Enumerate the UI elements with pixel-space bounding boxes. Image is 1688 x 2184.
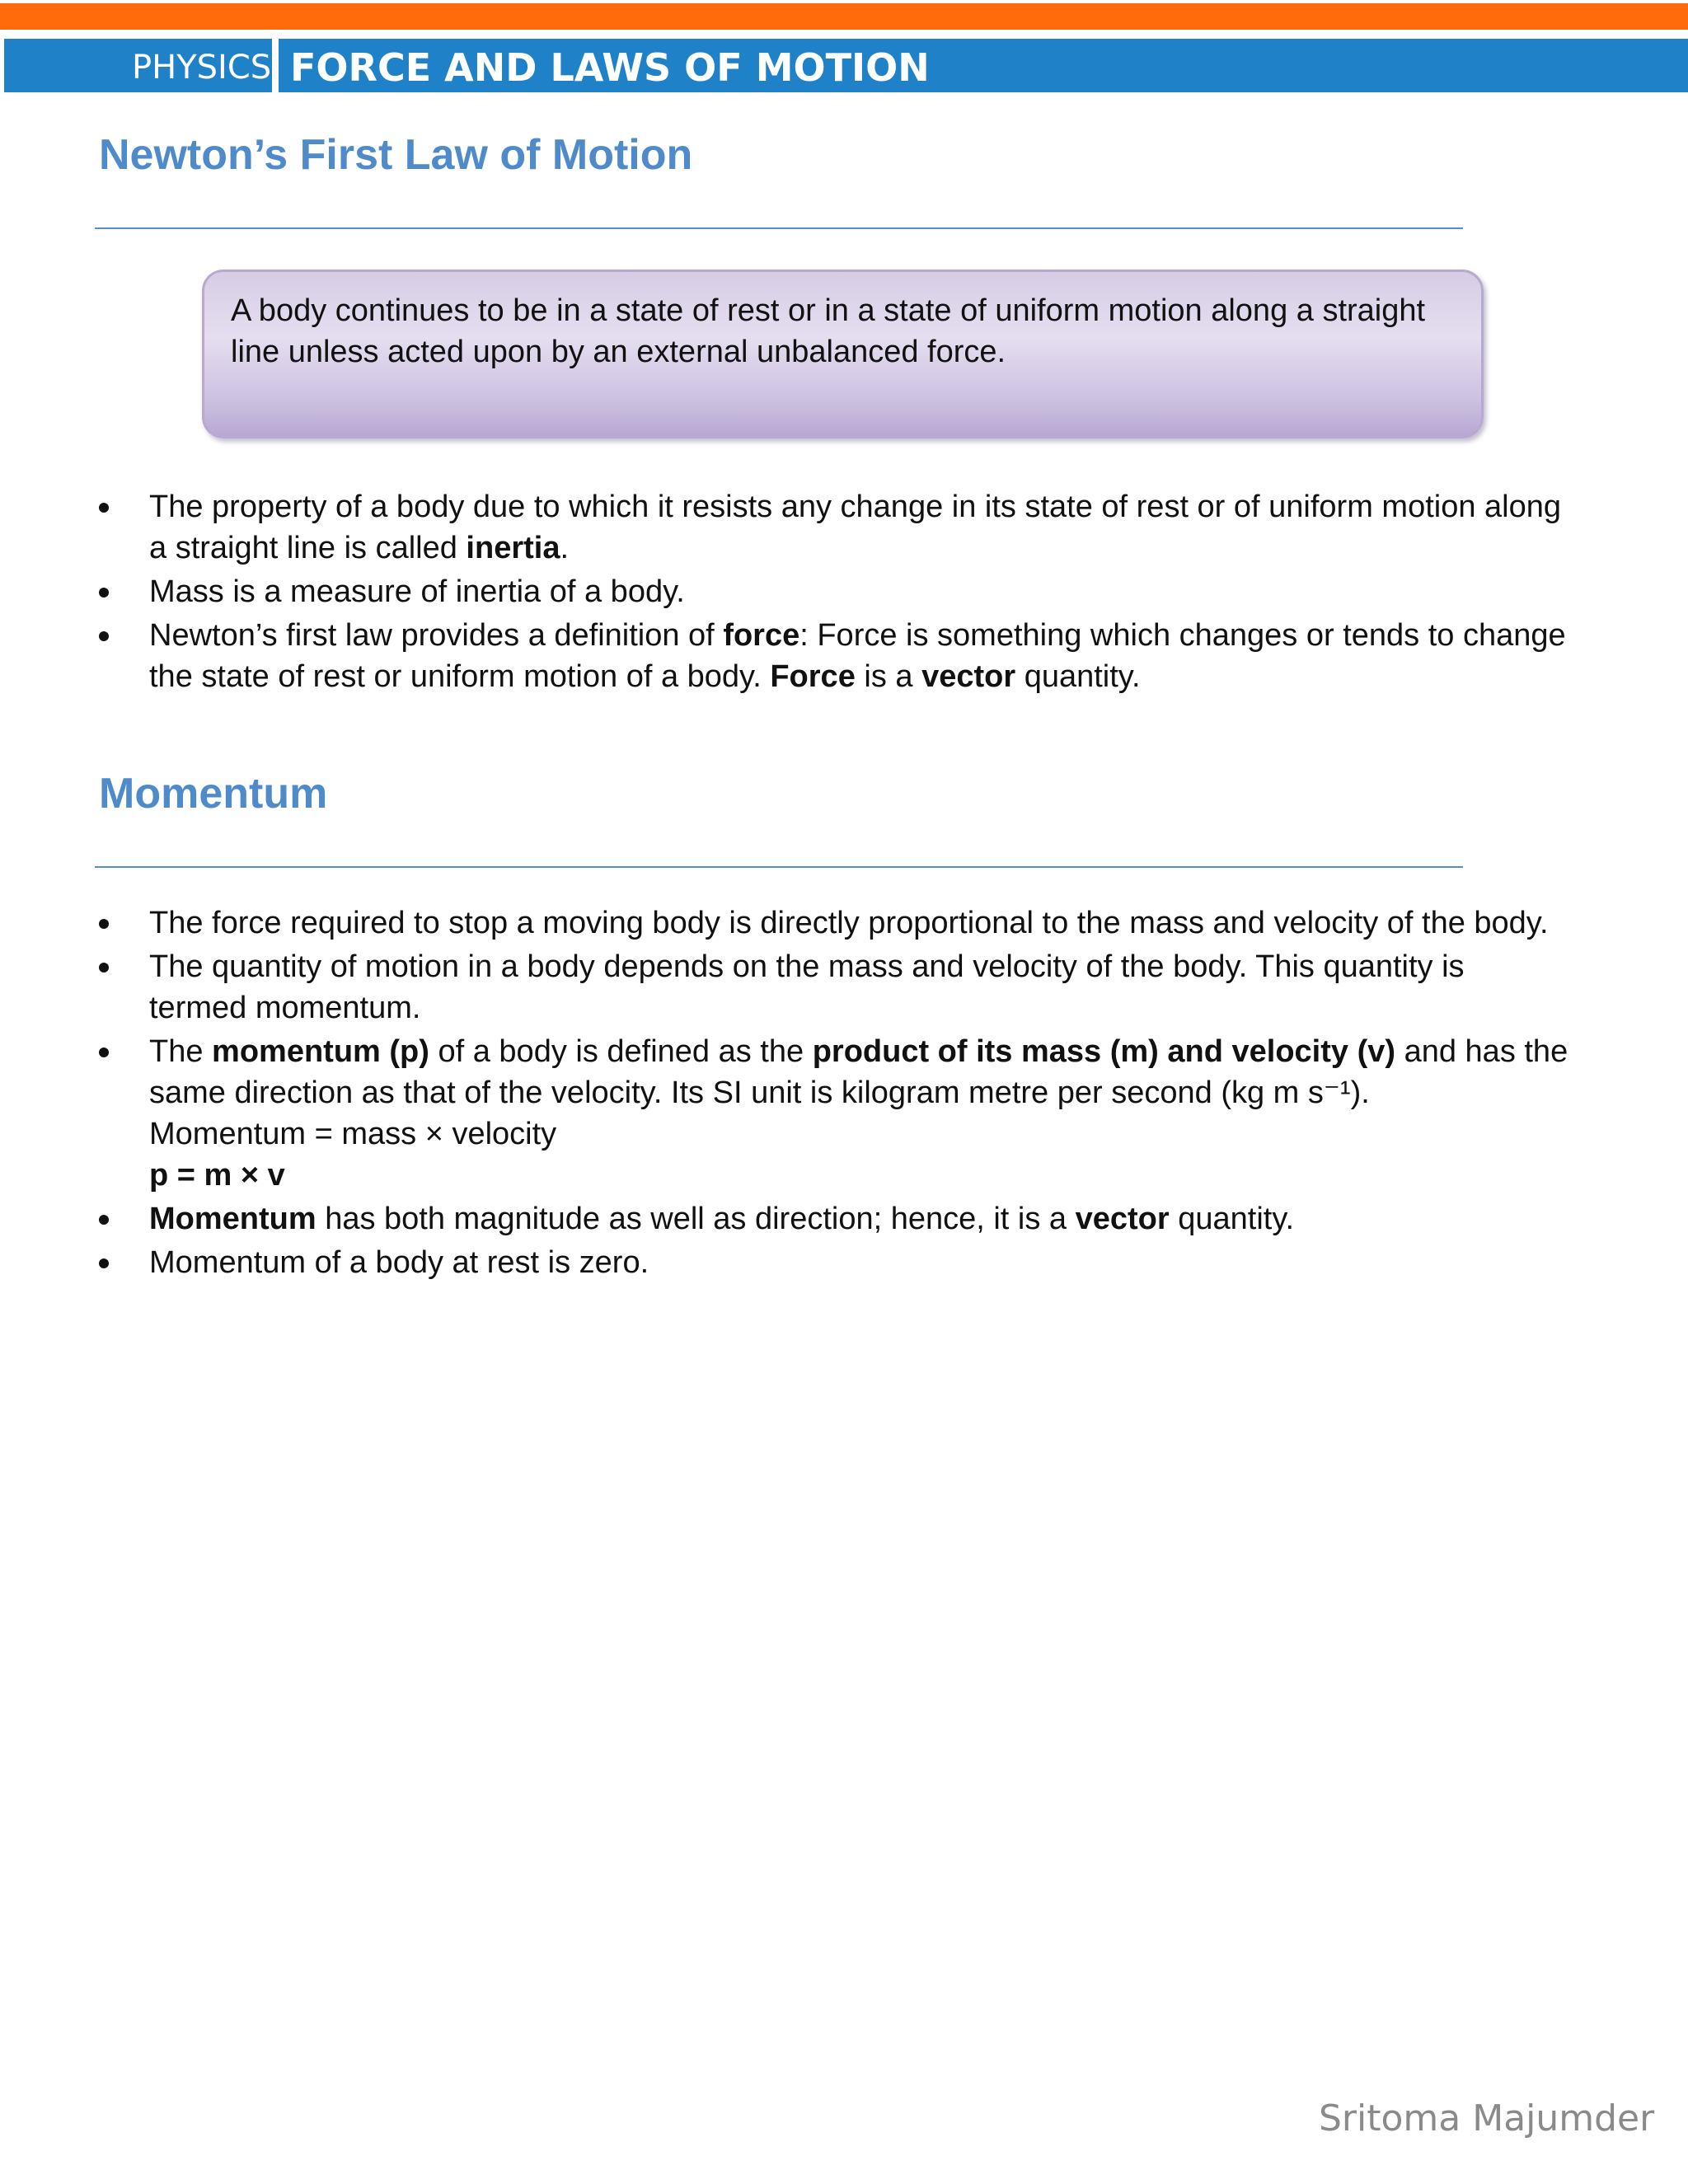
text-run: quantity. — [1015, 659, 1141, 694]
text-run: a straight line is called — [149, 531, 467, 565]
subject-label: PHYSICS — [132, 49, 272, 87]
momentum-bullet-list — [99, 902, 1582, 1286]
section-heading-newtons-first-law: Newton’s First Law of Motion — [99, 131, 693, 179]
bullet-icon — [99, 1258, 109, 1268]
text-run: and has the — [1395, 1034, 1568, 1069]
bullet-text: same direction as that of the velocity. Its SI unit is kilogram metre per second (kg m s⁻¹). — [149, 1076, 1370, 1110]
list-item — [99, 615, 1582, 697]
bold-term: inertia — [466, 531, 560, 565]
formula-bold: p = m × v — [149, 1158, 285, 1193]
section-rule — [95, 866, 1463, 868]
bold-term: momentum (p) — [212, 1034, 429, 1069]
callout-text: A body continues to be in a state of rest or in a state of uniform motion along a straight line unless acted upon by an external unbalanced force. — [231, 293, 1426, 369]
bullet-text — [149, 1198, 1582, 1240]
bullet-text — [149, 656, 1582, 697]
bold-term: Force — [770, 659, 856, 694]
inertia-bullet-list — [99, 486, 1582, 700]
bullet-text: The property of a body due to which it resists any change in its state of rest or of uniform motion along — [149, 490, 1562, 524]
bold-term: force — [723, 618, 800, 653]
list-item — [99, 486, 1582, 569]
text-run: is a — [855, 659, 922, 694]
header-orange-bar — [0, 3, 1688, 30]
bullet-text — [149, 1031, 1582, 1072]
formula-text: Momentum = mass × velocity — [149, 1117, 557, 1151]
bold-term: Momentum — [149, 1202, 316, 1236]
bullet-text: The force required to stop a moving body is directly proportional to the mass and velocity of the body. — [149, 906, 1549, 940]
text-run: of a body is defined as the — [429, 1034, 813, 1069]
bullet-text: Momentum of a body at rest is zero. — [149, 1245, 649, 1280]
bullet-icon — [99, 1047, 109, 1057]
text-run: . — [560, 531, 570, 565]
bullet-icon — [99, 503, 109, 513]
bullet-text — [149, 527, 1582, 569]
bullet-text — [149, 615, 1582, 656]
text-run: Newton’s first law provides a definition of — [149, 618, 724, 653]
list-item — [99, 902, 1582, 944]
section-heading-momentum: Momentum — [99, 770, 328, 818]
bullet-icon — [99, 631, 109, 641]
list-item — [99, 1242, 1582, 1283]
definition-callout — [202, 269, 1484, 438]
bullet-text: The quantity of motion in a body depends on the mass and velocity of the body. This quantity is — [149, 949, 1465, 984]
header-divider — [272, 39, 279, 92]
bullet-icon — [99, 1215, 109, 1225]
bullet-text: termed momentum. — [149, 991, 421, 1025]
bullet-icon — [99, 919, 109, 929]
text-run: The — [149, 1034, 213, 1069]
list-item — [99, 1031, 1582, 1196]
chapter-title: FORCE AND LAWS OF MOTION — [290, 45, 930, 90]
list-item — [99, 571, 1582, 612]
bold-term: product of its mass (m) and velocity (v) — [812, 1034, 1396, 1069]
text-run: quantity. — [1169, 1202, 1295, 1236]
bold-term: vector — [1075, 1202, 1170, 1236]
list-item — [99, 946, 1582, 1029]
list-item — [99, 1198, 1582, 1240]
section-rule — [95, 227, 1463, 229]
bullet-icon — [99, 588, 109, 598]
text-run: the state of rest or uniform motion of a body. — [149, 659, 771, 694]
bullet-text: Mass is a measure of inertia of a body. — [149, 574, 685, 609]
bullet-icon — [99, 963, 109, 972]
text-run: has both magnitude as well as direction; hence, it is a — [316, 1202, 1076, 1236]
text-run: : Force is something which changes or tends to change — [799, 618, 1566, 653]
footer-author: Sritoma Majumder — [1319, 2097, 1655, 2139]
bold-term: vector — [921, 659, 1016, 694]
